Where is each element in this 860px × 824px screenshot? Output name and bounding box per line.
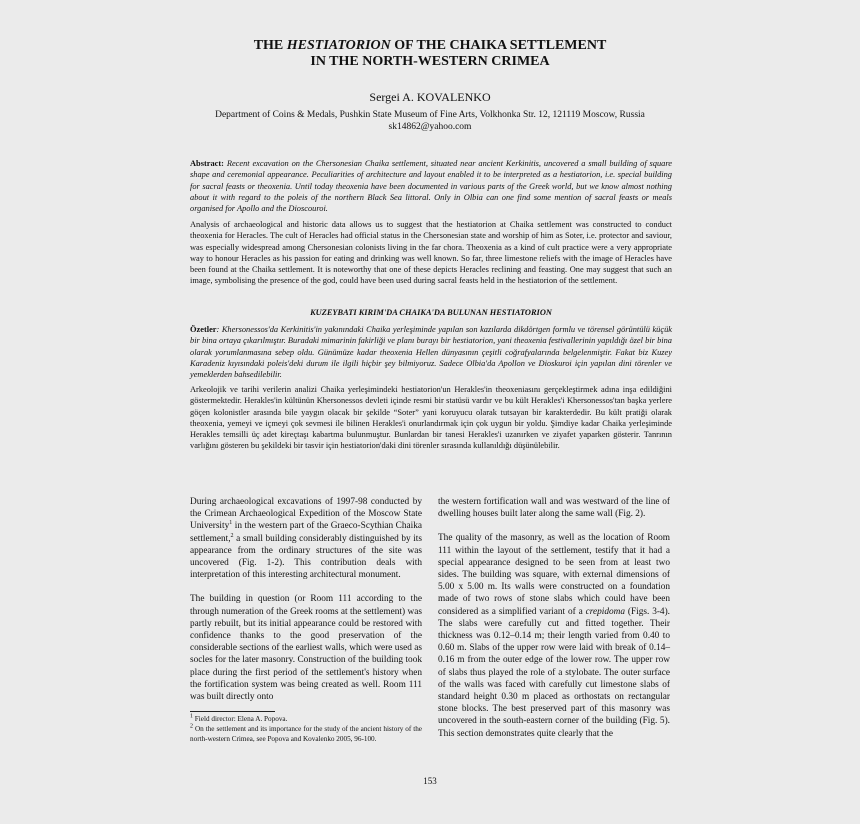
turkish-abstract-heading: KUZEYBATI KIRIM'DA CHAIKA'DA BULUNAN HESTIATORION: [310, 308, 552, 317]
author-email: sk14862@yahoo.com: [388, 122, 472, 132]
body-paragraph: The quality of the masonry, as well as the location of Room 111 within the layout of the settlement, testify that it had a special appearance designed to be seen from at least two sides. The building was square, with external dimensions of 5.00 x 5.00 m. Its walls were constructed on a foundation made of two rows of stone slabs which could have been considered as a simplified variant of a crepidoma (Figs. 3-4). The slabs were carefully cut and fitted together. Their thickness was 0.12–0.14 m; their length varied from 0.40 to 0.60 m. Slabs of the upper row were laid with break of 0.14–0.16 m from the outer edge of the lower row. The upper row of slabs thus played the role of a stylobate. The outer surface of the walls was faced with carefully cut limestone slabs of standard height 0.30 m placed as orthostats on rectangular stone blocks. The best preserved part of this masonry was uncovered in the south-eastern corner of the building (Fig. 5). This section demonstrates quite clearly that the: [438, 533, 671, 739]
page-number: 153: [423, 776, 437, 786]
body-column-left: [190, 496, 422, 715]
body-paragraph: the western fortification wall and was westward of the line of dwelling houses built later along the same wall (Fig. 2).: [438, 497, 670, 520]
author-affiliation: Department of Coins & Medals, Pushkin State Museum of Fine Arts, Volkhonka Str. 12, 121119 Moscow, Russia sk14862@yahoo.com: [0, 109, 860, 133]
body-column-right: [438, 496, 670, 752]
abstract-paragraph-1: Abstract: Recent excavation on the Chersonesian Chaika settlement, situated near ancient Kerkinitis, uncovered a small building of square shape and ceremonial appearance. Peculiarities of architecture and layout enabled it to be interpreted as a hestiatorion, i.e. special building for sacral feasts or theoxenia. Until today theoxenia have been documented in various parts of the Greek world, but we know almost nothing about it with regard to the poleis of the northern Black Sea littoral. Only in Olbia can one find some mention of sacral feasts or meals organised for Apollo and the Dioscouroi.: [190, 159, 672, 214]
footnotes: [190, 715, 422, 745]
author-name: Sergei A. KOVALENKO: [369, 90, 491, 104]
turkish-abstract-paragraph-2: Arkeolojik ve tarihi verilerin analizi Chaika yerleşimindeki hestiatorion'un Herakles'in theoxeniasını gerçekleştirmek adına inşa edildiğini göstermektedir. Herakles'in kültünün Khersonessos devleti içinde resmi bir statüsü vardır ve bu kült Herakles'i Khersonessos'tan başka yerlere göçen kolonistler arasında bile yaygın olacak bir şekilde “Soter” yani koruyucu olarak tutsayan bir karakterdedir. Bu kült pratiği olarak theoxenia, yemeyi ve içmeyi çok sevmesi ile bilinen Herakles'i onurlandırmak için çok uygun bir yoldu. Şimdiye kadar Chaika yerleşiminde Herakles temsilli üç adet kireçtaşı kabartma bulunmuştur. Bunlardan bir tanesi Herakles'i uzanırken ve ziyafet yaparken gösterir. Tanrının varlığını gösteren bu şekildeki bir tasvir için hestiatorion'daki dini törenler sırasında kullanıldığı düşünülebilir.: [190, 385, 672, 451]
body-paragraph: The building in question (or Room 111 according to the through numeration of the Greek rooms at the settlement) was partly rebuilt, but its initial appearance could be restored with confidence thanks to the good preservation of the considerable sections of the earliest walls, which were used as socles for the later masonry. Construction of the building took place during the first period of the settlement's history when the fortification system was being created as well. Room 111 was built directly onto: [190, 594, 422, 703]
title-line-1: THE HESTIATORION OF THE CHAIKA SETTLEMENT: [253, 38, 607, 53]
turkish-abstract-paragraph-1: Özetler: Khersonessos'da Kerkinitis'in yakınındaki Chaika yerleşiminde yapılan son kazılarda dikdörtgen formlu ve törensel görüntülü küçük bir bina ortaya çıkarılmıştır. Buradaki mimarinin fakirliği ve planı burayı bir hestiatorion, yani theoxenia festivallerinin yapıldığı özel bir bina olarak yorumlanmasına sebep oldu. Günümüze kadar theoxenia Hellen dünyasının çeşitli coğrafyalarında belgelenmiştir. Fakat biz Kuzey Karadeniz kıyısındaki poleis'deki durum ile ilgili hiçbir şey bilmiyoruz. Sadece Olbia'da Apollon ve Dioskuroi için yapılan dini törenler ve yemeklerden bahsedilebilir.: [190, 325, 672, 380]
title-line-2: IN THE NORTH-WESTERN CRIMEA: [310, 54, 550, 69]
body-paragraph: During archaeological excavations of 1997-98 conducted by the Crimean Archaeological Expedition of the Moscow State University$^1$ in the western part of the Graeco-Scythian Chaika settlement,$^2$ a small building considerably distinguished by its appearance from the ordinary structures of the site was uncovered (Fig. 1-2). This contribution deals with interpretation of this interesting architectural monument.: [190, 497, 422, 581]
article-title: [0, 38, 860, 70]
footnote-1: $^1$ Field director: Elena A. Popova.: [190, 713, 288, 723]
footnote-2: $^2$ On the settlement and its importance for the study of the ancient history of the north-western Crimea, see Popova and Kovalenko 2005, 96-100.: [190, 724, 422, 743]
abstract-paragraph-2: Analysis of archaeological and historic data allows us to suggest that the hestiatorion at Chaika settlement was constructed to conduct theoxenia for Heracles. The cult of Heracles had official status in the Chersonesian state and worship of him as Soter, i.e. protector and saviour, was especially widespread among Chersonesian colonists living in the far chora. Theoxenia as a kind of cult practice were a very appropriate way to honour Heracles as his passion for eating and drinking was well known. So far, three limestone reliefs with the image of Heracles have been found at the Chaika settlement. It is noteworthy that one of these depicts Heracles reclining and feasting. One may suggest that such an image, symbolising the presence of the god, could have been used during sacral feasts held in the hestiatorion of the settlement.: [190, 220, 672, 286]
footnote-divider: [190, 711, 275, 712]
